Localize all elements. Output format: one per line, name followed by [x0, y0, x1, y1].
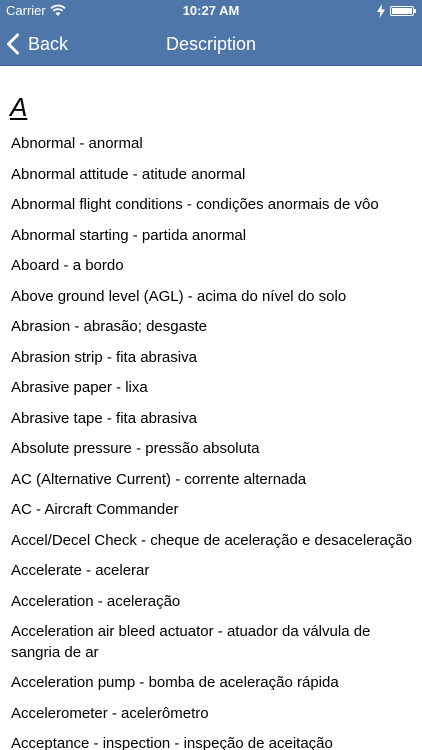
glossary-entry: Acceptance - inspection - inspeção de aceitação	[11, 735, 333, 750]
status-bar	[0, 0, 422, 22]
glossary-entry: AC - Aircraft Commander	[11, 501, 179, 518]
glossary-entry: Accelerate - acelerar	[11, 562, 150, 579]
glossary-entry: Above ground level (AGL) - acima do nível do solo	[11, 287, 347, 305]
navigation-bar	[0, 22, 422, 66]
glossary-entry: Abrasive paper - lixa	[11, 379, 148, 396]
glossary-entry: Abnormal - anormal	[11, 135, 143, 152]
glossary-content[interactable]	[0, 66, 422, 750]
glossary-entry: Accelerometer - acelerômetro	[11, 704, 209, 722]
entry-list	[11, 134, 415, 750]
glossary-entry: AC (Alternative Current) - corrente alternada	[11, 470, 307, 488]
glossary-entry: Acceleration pump - bomba de aceleração rápida	[11, 674, 339, 691]
glossary-entry: Accel/Decel Check - cheque de aceleração e desaceleração	[11, 531, 413, 549]
battery-tip	[414, 9, 416, 13]
section-heading: A	[10, 92, 28, 122]
carrier-label: Carrier	[6, 3, 46, 18]
glossary-entry: Abnormal flight conditions - condições anormais de vôo	[11, 196, 379, 213]
glossary-entry: Abrasive tape - fita abrasiva	[11, 409, 197, 427]
glossary-entry: Aboard - a bordo	[11, 257, 124, 274]
clock: 10:27 AM	[182, 3, 240, 18]
back-button-label: Back	[28, 33, 69, 54]
glossary-entry: Absolute pressure - pressão absoluta	[11, 440, 260, 457]
glossary-entry: Acceleration air bleed actuator - atuador da válvula de sangria de ar	[11, 623, 371, 661]
glossary-entry: Acceleration - aceleração	[11, 592, 181, 610]
glossary-entry: Abrasion - abrasão; desgaste	[11, 318, 207, 335]
glossary-entry: Abrasion strip - fita abrasiva	[11, 348, 197, 366]
battery-icon	[390, 6, 414, 16]
page-title: Description	[165, 34, 257, 54]
glossary-entry: Abnormal attitude - atitude anormal	[11, 165, 246, 183]
battery-level	[392, 8, 412, 14]
charging-icon	[376, 4, 386, 18]
glossary-entry: Abnormal starting - partida anormal	[11, 226, 247, 244]
